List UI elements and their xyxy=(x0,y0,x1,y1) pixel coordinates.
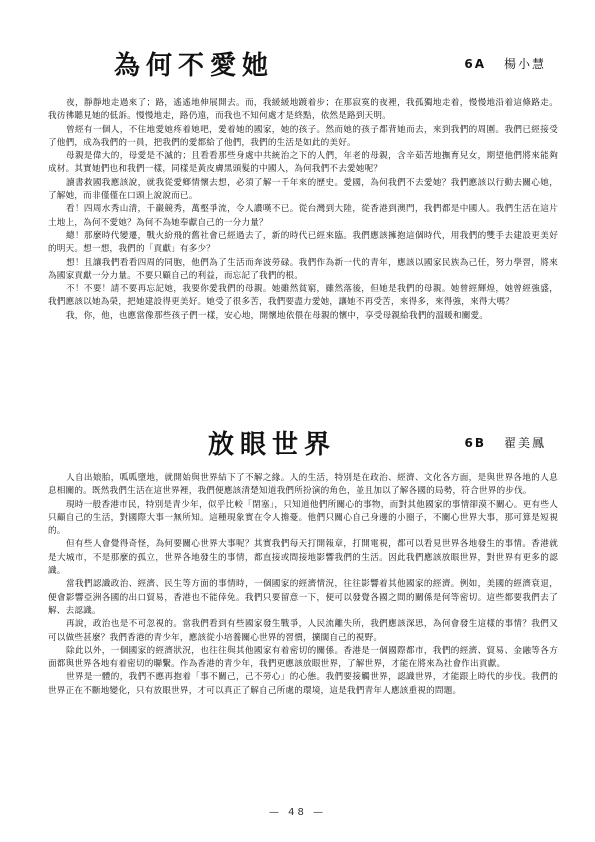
paragraph: 現時一般香港市民，特別是青少年，似乎比較「閉塞」，只知道他們所關心的事物，而對其他國家的事情卻漠不關心。更有些人只顧自己的生活，對國際大事一無所知。這種現象實在令人擔憂。他們只關心自己身邊的小圈子，不關心世界大事，那可算是短視的。 xyxy=(48,499,558,537)
article-2-header xyxy=(48,424,558,464)
page-number: — 48 — xyxy=(268,807,327,818)
paragraph: 人自出娘胎，呱呱墮地，就開始與世界結下了不解之緣。人的生活，特別是在政治、經濟、文化各方面，是與世界各地的人息息相關的。既然我們生活在這世界裡，我們便應該清楚知道我們所扮演的角色，並且加以了解各國的局勢，符合世界的步伐。 xyxy=(48,473,558,497)
article-1 xyxy=(48,45,558,323)
article-2-title: 放眼世界 xyxy=(208,430,337,460)
article-2-body xyxy=(48,472,558,698)
paragraph: 除此以外，一個國家的經濟狀況，也往往與其他國家有着密切的關係。香港是一個國際都市，我們的經濟、貿易、金融等各方面都與世界各地有着密切的聯繫。作為香港的青少年，我們更應該放眼世界，了解世界，才能在將來為社會作出貢獻。 xyxy=(48,645,558,670)
paragraph: 曾經有一個人，不住地愛她疼着她吧，愛着她的國家，她的孩子。然而她的孩子都背她而去，來到我們的周圍。我們已經接受了他們，成為我們的一員，把我們的愛都給了他們，我們的生活是如此的美好。 xyxy=(48,124,558,148)
article-2-author: 翟美鳳 xyxy=(503,436,546,450)
paragraph: 不！不要！請不要再忘記她，我要你愛我們的母親。她雖然貧窮，雖然落後，但她是我們的母親。她曾經輝煌，她曾經強盛，我們應該以她為榮，把她建設得更美好。她受了很多苦，我們要盡力愛她，讓她不再受苦，來得多，來得強，來得大嗎？ xyxy=(48,284,558,308)
article-1-author: 楊小慧 xyxy=(503,57,546,71)
article-1-byline xyxy=(464,55,546,72)
article-1-body xyxy=(48,97,558,323)
paragraph: 母親是偉大的，母愛是不滅的；且看看那些身處中共統治之下的人們，年老的母親，含辛茹苦地撫育兒女，期望他們將來能夠成材。其實她們也和我們一樣，同樣是黃皮膚黑頭髮的中國人，為何我們不去愛她呢？ xyxy=(48,151,558,175)
paragraph: 再說，政治也是不可忽視的。當我們看到有些國家發生戰爭，人民流離失所，我們應該深思，為何會發生這樣的事情？我們又可以做些甚麼？我們香港的青少年，應該從小培養關心世界的習慣，擴闊自己的視野。 xyxy=(48,619,558,643)
article-2 xyxy=(48,424,558,698)
paragraph: 總！那麼時代變遷，戰火紛飛的舊社會已經過去了，新的時代已經來臨。我們應該擁抱這個時代，用我們的雙手去建設更美好的明天。想一想，我們的「貢獻」有多少？ xyxy=(48,230,558,255)
article-2-byline xyxy=(464,434,546,451)
paragraph: 我，你，他，也應當像那些孩子們一樣，安心地，開懷地依偎在母親的懷中，享受母親給我們的溫暖和關愛。 xyxy=(66,310,489,321)
paragraph: 夜，靜靜地走過來了；路，遙遙地伸展開去。而，我緩緩地踱着步；在那寂寞的夜裡，我孤獨地走着，慢慢地沿着這條路走。我彷彿聽見她的低訴。慢慢地走，路仍遠，而我也不知何處才是終點，依然是路到天明。 xyxy=(48,98,558,122)
paragraph: 看！四周水秀山清，千巖競秀，萬壑爭流，令人讚嘆不已。從台灣到大陸，從香港到澳門，我們都是中國人。我們生活在這片土地上，為何不愛她？為何不為她奉獻自己的一分力量？ xyxy=(48,204,558,228)
paragraph: 當我們認識政治、經濟、民生等方面的事情時，一個國家的經濟情況，往往影響着其他國家的經濟。例如，美國的經濟衰退，便會影響亞洲各國的出口貿易，香港也不能倖免。我們只要留意一下，便可以發覺各國之間的關係是何等密切。這些都要我們去了解、去認識。 xyxy=(48,579,558,616)
paragraph: 世界是一體的，我們不應再抱着「事不關己，己不勞心」的心態。我們要接觸世界，認識世界，才能跟上時代的步伐。我們的世界正在不斷地變化，只有放眼世界，才可以真正了解自己所處的環境，這是我們青年人應該重視的問題。 xyxy=(48,672,558,696)
article-1-header xyxy=(48,45,558,85)
paragraph: 但有些人會覺得奇怪，為何要關心世界大事呢？其實我們每天打開報章，打開電視，都可以看見世界各地發生的事情。香港就是大城市，不是那麼的孤立，世界各地發生的事情，都直接或間接地影響我們的生活。因此我們應該放眼世界，對世界有更多的認識。 xyxy=(48,539,558,577)
article-2-class: 6B xyxy=(464,436,486,450)
paragraph: 想！且讓我們看看四周的同胞，他們為了生活而奔波勞碌。我們作為新一代的青年，應該以國家民族為己任，努力學習，將來為國家貢獻一分力量。不要只顧自己的利益，而忘記了我們的根。 xyxy=(48,257,558,281)
article-1-title: 為何不愛她 xyxy=(114,51,275,81)
paragraph: 讀書救國我應該說，就我從愛鄉情懷去想，必須了解一千年來的歷史。愛國，為何我們不去愛她？我們應該以行動去關心她，了解她，而非僅僅在口頭上說說而已。 xyxy=(48,177,558,202)
article-1-class: 6A xyxy=(464,57,486,71)
